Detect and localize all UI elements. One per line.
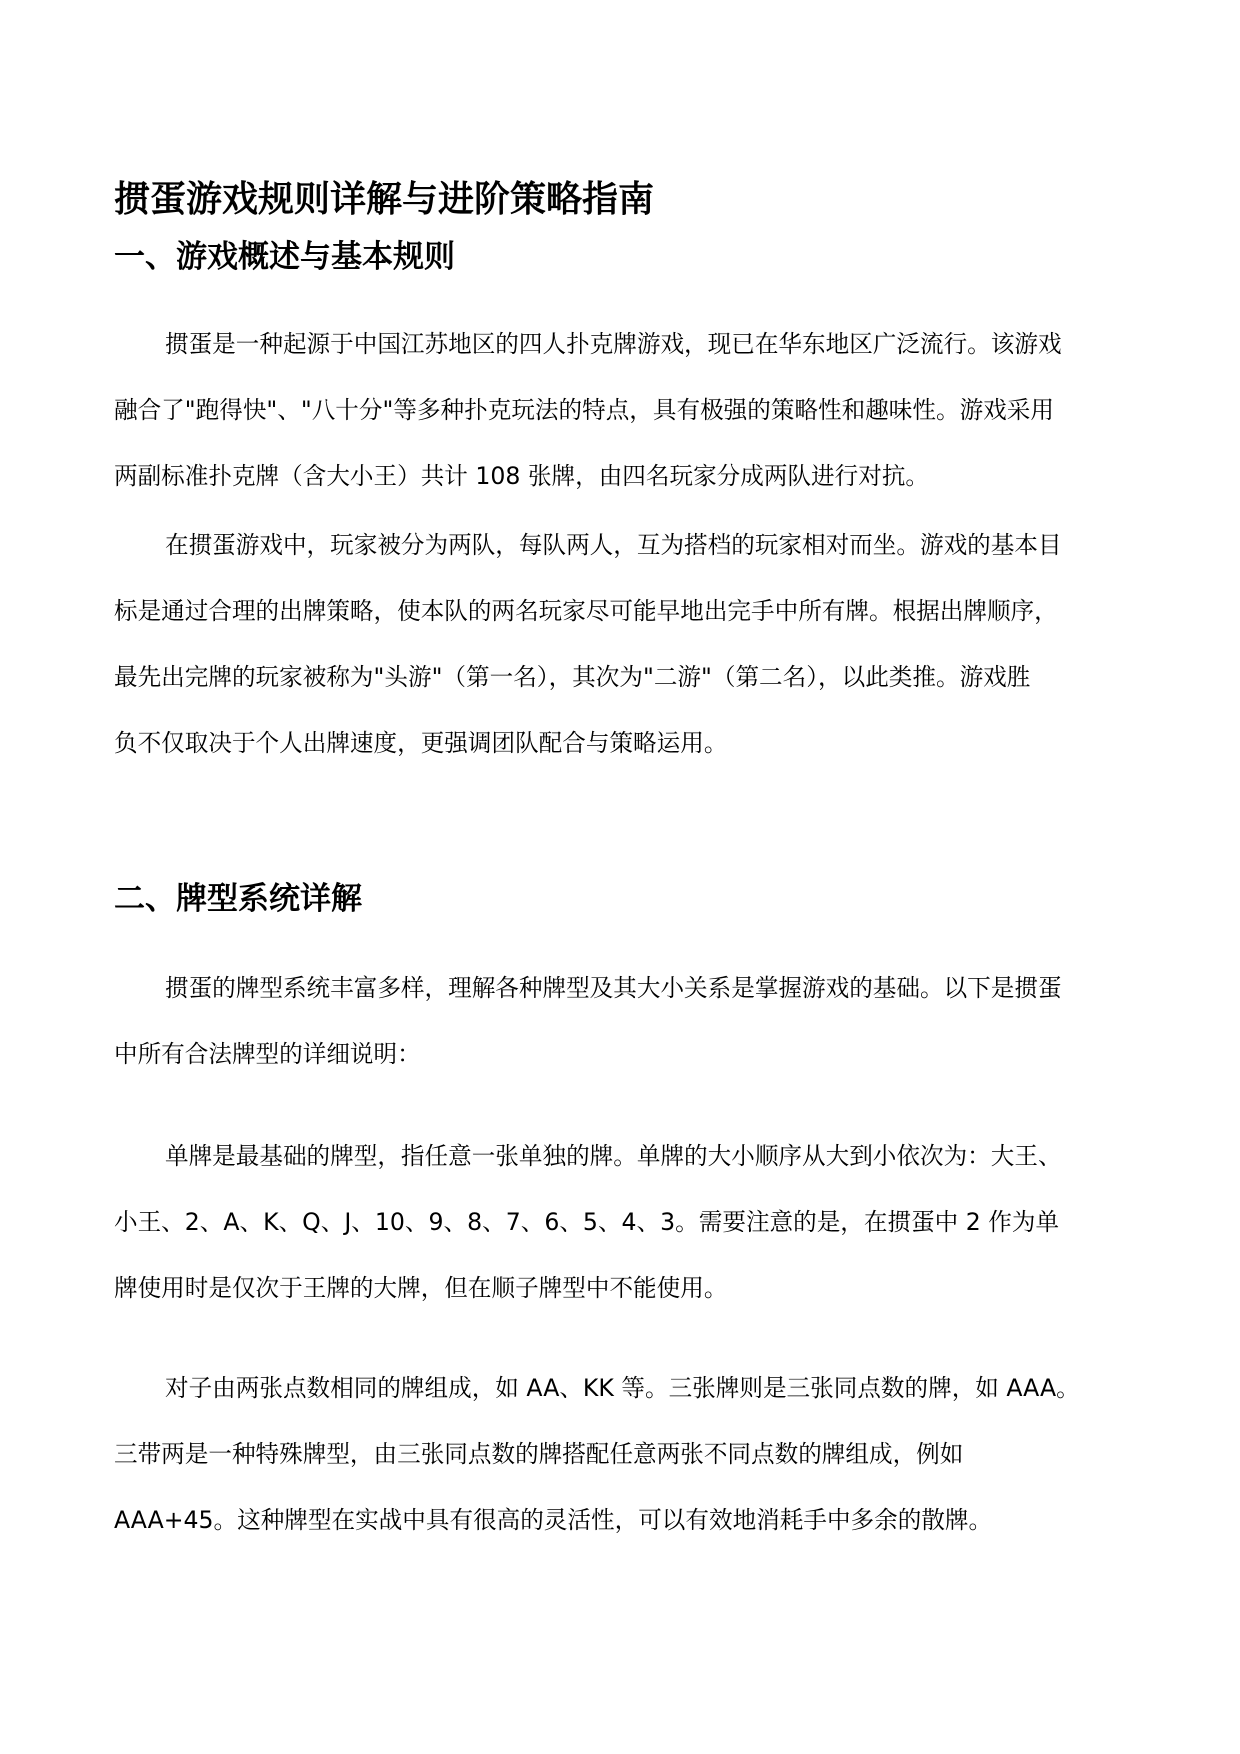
paragraph-line: 掼蛋的牌型系统丰富多样，理解各种牌型及其大小关系是掌握游戏的基础。以下是掼蛋 bbox=[165, 974, 1062, 1002]
paragraph-teams bbox=[114, 512, 1126, 776]
document-title: 掼蛋游戏规则详解与进阶策略指南 bbox=[114, 179, 655, 220]
paragraph-line: 三带两是一种特殊牌型，由三张同点数的牌搭配任意两张不同点数的牌组成，例如 bbox=[114, 1440, 964, 1468]
paragraph-single-card bbox=[114, 1123, 1126, 1321]
paragraph-line: 对子由两张点数相同的牌组成，如 AA、KK 等。三张牌则是三张同点数的牌，如 AAA。 bbox=[165, 1374, 1080, 1402]
paragraph-line: 中所有合法牌型的详细说明： bbox=[114, 1040, 421, 1068]
paragraph-line: 在掼蛋游戏中，玩家被分为两队，每队两人，互为搭档的玩家相对而坐。游戏的基本目 bbox=[165, 531, 1062, 559]
paragraph-line: 单牌是最基础的牌型，指任意一张单独的牌。单牌的大小顺序从大到小依次为：大王、 bbox=[165, 1142, 1062, 1170]
section-heading-card-types: 二、牌型系统详解 bbox=[114, 881, 362, 917]
section-heading-overview: 一、游戏概述与基本规则 bbox=[114, 239, 455, 275]
paragraph-line: 标是通过合理的出牌策略，使本队的两名玩家尽可能早地出完手中所有牌。根据出牌顺序， bbox=[114, 597, 1058, 625]
paragraph-line: 两副标准扑克牌（含大小王）共计 108 张牌，由四名玩家分成两队进行对抗。 bbox=[114, 462, 930, 490]
paragraph-card-system bbox=[114, 955, 1126, 1087]
paragraph-intro bbox=[114, 311, 1126, 509]
paragraph-line: 负不仅取决于个人出牌速度，更强调团队配合与策略运用。 bbox=[114, 729, 728, 757]
paragraph-line: 融合了"跑得快"、"八十分"等多种扑克玩法的特点，具有极强的策略性和趣味性。游戏采用 bbox=[114, 396, 1054, 424]
paragraph-line: AAA+45。这种牌型在实战中具有很高的灵活性，可以有效地消耗手中多余的散牌。 bbox=[114, 1506, 993, 1534]
paragraph-line: 小王、2、A、K、Q、J、10、9、8、7、6、5、4、3。需要注意的是，在掼蛋中 2 作为单 bbox=[114, 1208, 1060, 1236]
paragraph-line: 牌使用时是仅次于王牌的大牌，但在顺子牌型中不能使用。 bbox=[114, 1274, 728, 1302]
paragraph-pairs-triples bbox=[114, 1355, 1126, 1553]
paragraph-line: 最先出完牌的玩家被称为"头游"（第一名），其次为"二游"（第二名），以此类推。游戏胜 bbox=[114, 663, 1031, 691]
paragraph-line: 掼蛋是一种起源于中国江苏地区的四人扑克牌游戏，现已在华东地区广泛流行。该游戏 bbox=[165, 330, 1062, 358]
